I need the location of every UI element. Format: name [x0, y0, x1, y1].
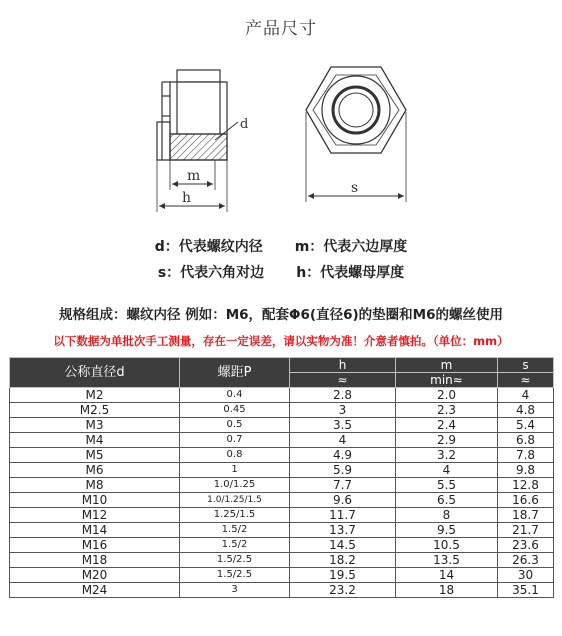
table-row	[10, 418, 554, 433]
cell-s: 4.8	[498, 403, 554, 418]
cell-m: 9.5	[396, 523, 498, 538]
cell-p: 0.45	[180, 403, 290, 418]
cell-p: 1.0/1.25	[180, 478, 290, 493]
cell-s: 26.3	[498, 553, 554, 568]
cell-s: 9.8	[498, 463, 554, 478]
header-m: m	[396, 358, 498, 373]
cell-d: M14	[10, 523, 180, 538]
cell-m: 6.5	[396, 493, 498, 508]
cell-d: M12	[10, 508, 180, 523]
table-row	[10, 478, 554, 493]
cell-d: M20	[10, 568, 180, 583]
cell-h: 11.7	[290, 508, 396, 523]
cell-h: 4.9	[290, 448, 396, 463]
cell-s: 18.7	[498, 508, 554, 523]
cell-s: 12.8	[498, 478, 554, 493]
cell-p: 1	[180, 463, 290, 478]
spec-description: 规格组成：螺纹内径 例如：M6，配套Φ6(直径6)的垫圈和M6的螺丝使用	[59, 307, 503, 323]
cell-d: M5	[10, 448, 180, 463]
page-title: 产品尺寸	[245, 19, 317, 39]
table-row	[10, 463, 554, 478]
header-pitch: 螺距P	[180, 358, 290, 388]
cell-h: 3	[290, 403, 396, 418]
table-row	[10, 403, 554, 418]
table-row	[10, 433, 554, 448]
cell-h: 14.5	[290, 538, 396, 553]
header-h: h	[290, 358, 396, 373]
cell-p: 1.5/2.5	[180, 553, 290, 568]
cell-h: 5.9	[290, 463, 396, 478]
legend-m: m：代表六边厚度	[294, 239, 408, 255]
cell-m: 14	[396, 568, 498, 583]
label-d: d	[240, 117, 249, 132]
cell-d: M8	[10, 478, 180, 493]
table-row	[10, 568, 554, 583]
cell-p: 1.25/1.5	[180, 508, 290, 523]
cell-s: 35.1	[498, 583, 554, 598]
cell-h: 18.2	[290, 553, 396, 568]
cell-m: 3.2	[396, 448, 498, 463]
cell-m: 18	[396, 583, 498, 598]
cell-s: 30	[498, 568, 554, 583]
cell-s: 6.8	[498, 433, 554, 448]
cell-p: 1.5/2	[180, 538, 290, 553]
header-m-sub: min≈	[396, 373, 498, 388]
cell-s: 21.7	[498, 523, 554, 538]
spec-table	[9, 357, 554, 598]
table-row	[10, 583, 554, 598]
measurement-warning: 以下数据为单批次手工测量，存在一定误差，请以实物为准！介意者慎拍。（单位：mm）	[53, 334, 509, 348]
table-row	[10, 553, 554, 568]
cell-m: 2.3	[396, 403, 498, 418]
cell-d: M10	[10, 493, 180, 508]
table-row	[10, 388, 554, 403]
cell-p: 1.5/2.5	[180, 568, 290, 583]
cell-h: 2.8	[290, 388, 396, 403]
cell-s: 16.6	[498, 493, 554, 508]
table-row	[10, 508, 554, 523]
header-s: s	[498, 358, 554, 373]
cell-m: 10.5	[396, 538, 498, 553]
cell-s: 7.8	[498, 448, 554, 463]
cell-d: M18	[10, 553, 180, 568]
cell-s: 23.6	[498, 538, 554, 553]
label-h: h	[182, 190, 192, 206]
cell-d: M4	[10, 433, 180, 448]
cell-h: 7.7	[290, 478, 396, 493]
legend-s: s：代表六角对边	[157, 265, 265, 281]
cell-h: 3.5	[290, 418, 396, 433]
cell-m: 4	[396, 463, 498, 478]
cell-m: 8	[396, 508, 498, 523]
cell-m: 5.5	[396, 478, 498, 493]
cell-d: M24	[10, 583, 180, 598]
cell-s: 4	[498, 388, 554, 403]
header-s-sub: ≈	[498, 373, 554, 388]
spec-table-body	[10, 388, 554, 598]
side-view	[157, 70, 238, 212]
cell-h: 19.5	[290, 568, 396, 583]
table-row	[10, 523, 554, 538]
cell-h: 23.2	[290, 583, 396, 598]
cell-d: M6	[10, 463, 180, 478]
cell-d: M3	[10, 418, 180, 433]
legend-d: d：代表螺纹内径	[154, 239, 263, 255]
cell-p: 3	[180, 583, 290, 598]
legend-row-1	[0, 236, 562, 256]
cell-d: M16	[10, 538, 180, 553]
header-diameter: 公称直径d	[10, 358, 180, 388]
cell-m: 2.0	[396, 388, 498, 403]
cell-s: 5.4	[498, 418, 554, 433]
label-m: m	[187, 168, 201, 184]
cell-h: 13.7	[290, 523, 396, 538]
cell-d: M2.5	[10, 403, 180, 418]
nut-dimension-drawing	[0, 60, 562, 230]
legend-h: h：代表螺母厚度	[296, 265, 405, 281]
legend-row-2	[0, 262, 562, 282]
cell-p: 0.7	[180, 433, 290, 448]
cell-d: M2	[10, 388, 180, 403]
cell-m: 13.5	[396, 553, 498, 568]
cell-p: 0.4	[180, 388, 290, 403]
cell-m: 2.4	[396, 418, 498, 433]
cell-p: 1.5/2	[180, 523, 290, 538]
header-h-sub: ≈	[290, 373, 396, 388]
cell-p: 0.8	[180, 448, 290, 463]
label-s: s	[351, 180, 359, 196]
table-row	[10, 538, 554, 553]
cell-p: 1.0/1.25/1.5	[180, 493, 290, 508]
cell-h: 9.6	[290, 493, 396, 508]
cell-m: 2.9	[396, 433, 498, 448]
cell-p: 0.5	[180, 418, 290, 433]
table-row	[10, 493, 554, 508]
cell-h: 4	[290, 433, 396, 448]
table-row	[10, 448, 554, 463]
